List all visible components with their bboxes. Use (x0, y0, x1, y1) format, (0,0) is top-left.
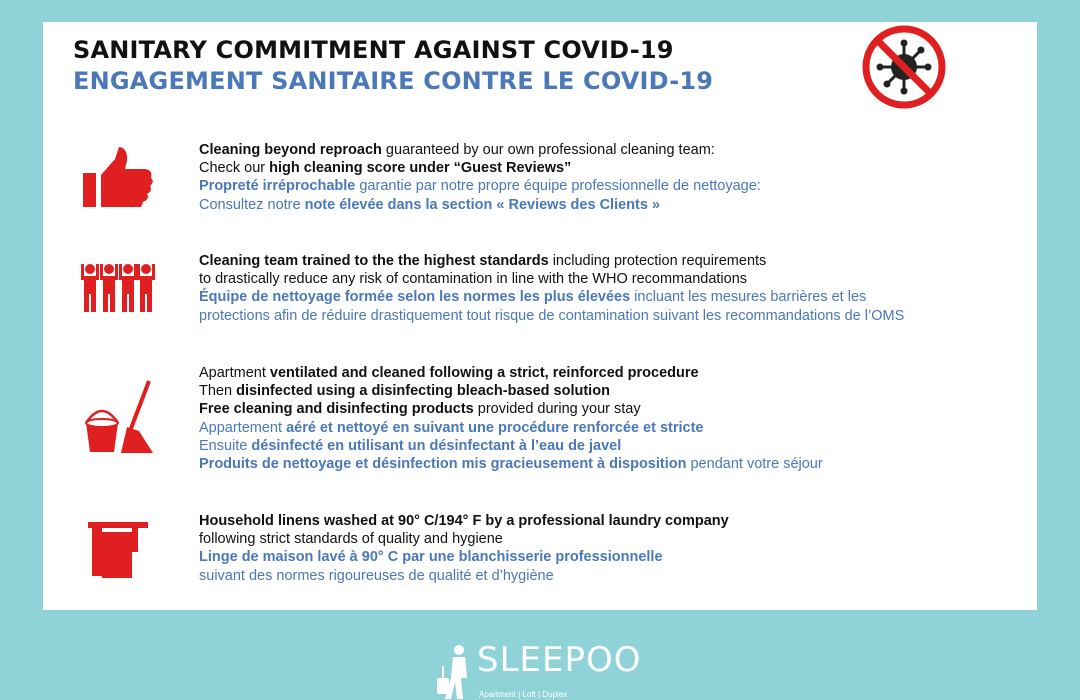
section-linens (199, 512, 999, 585)
title-french: ENGAGEMENT SANITAIRE CONTRE LE COVID-19 (73, 67, 714, 95)
text-line-en (199, 364, 999, 382)
text-line-en (199, 382, 999, 400)
plain-text: including protection requirements (548, 253, 767, 269)
text-line-fr (199, 419, 999, 437)
plain-text: garantie par notre propre équipe professionnelle de nettoyage: (355, 178, 761, 195)
text-line-fr (199, 307, 999, 325)
bold-text: Free cleaning and disinfecting products (199, 401, 474, 418)
section-team-training (199, 252, 999, 325)
text-line-en (199, 530, 999, 548)
bold-text: Cleaning beyond reproach (199, 142, 382, 158)
team-people-icon (81, 262, 155, 314)
bucket-broom-icon (83, 379, 157, 457)
commitment-card (43, 22, 1037, 610)
bold-text: désinfecté en utilisant un désinfectant à l’eau de javel (251, 437, 622, 454)
title-english: SANITARY COMMITMENT AGAINST COVID-19 (73, 36, 674, 64)
plain-text: Check our (199, 160, 270, 177)
towel-icon (88, 518, 150, 580)
text-line-fr (199, 567, 999, 585)
text-line-fr (199, 455, 999, 473)
plain-text: Appartement (199, 419, 287, 436)
bold-text: Produits de nettoyage et désinfection mis gracieusement à disposition (199, 456, 687, 473)
text-line-en (199, 159, 999, 177)
bold-text: high cleaning score under “Guest Reviews” (269, 160, 572, 177)
plain-text: pendant votre séjour (686, 456, 823, 473)
plain-text: following strict standards of quality and hygiene (199, 531, 503, 548)
text-line-en (199, 141, 999, 159)
section-disinfection (199, 364, 999, 473)
text-line-en (199, 270, 999, 288)
plain-text: incluant les mesures barrières et les (630, 289, 867, 306)
text-line-fr (199, 548, 999, 566)
bold-text: ventilated and cleaned following a strict, reinforced procedure (269, 365, 699, 381)
text-line-en (199, 400, 999, 418)
plain-text: protections afin de réduire drastiquement tout risque de contamination suivant les recommandations de l’OMS (199, 307, 905, 324)
plain-text: suivant des normes rigoureuses de qualité et d’hygiène (199, 567, 554, 584)
bold-text: Propreté irréprochable (199, 178, 356, 195)
logo-tagline: Apartment | Loft | Duplex (479, 690, 568, 699)
section-cleaning (199, 141, 999, 214)
text-line-en (199, 252, 999, 270)
text-line-en (199, 512, 999, 530)
text-line-fr (199, 437, 999, 455)
bold-text: Household linens washed at 90° C/194° F by a professional laundry company (199, 513, 729, 529)
bold-text: Linge de maison lavé à 90° C par une blanchisserie professionnelle (199, 549, 663, 566)
text-line-fr (199, 288, 999, 306)
thumbs-up-icon (81, 147, 155, 209)
bold-text: disinfected using a disinfecting bleach-based solution (236, 383, 610, 400)
plain-text: provided during your stay (473, 401, 641, 418)
plain-text: Ensuite (199, 437, 252, 454)
logo-wordmark: SLEEPOO (477, 640, 642, 680)
bold-text: Cleaning team trained to the the highest standards (199, 253, 549, 269)
plain-text: to drastically reduce any risk of contamination in line with the WHO recommandations (199, 271, 748, 288)
bold-text: note élevée dans la section « Reviews des Clients » (304, 196, 660, 213)
traveler-icon (435, 644, 475, 700)
sleepoo-logo (425, 640, 642, 700)
plain-text: Consultez notre (199, 196, 305, 213)
plain-text: Then (199, 383, 237, 400)
plain-text: guaranteed by our own professional cleaning team: (381, 142, 715, 158)
text-line-fr (199, 196, 999, 214)
bold-text: aéré et nettoyé en suivant une procédure renforcée et stricte (286, 419, 704, 436)
plain-text: Apartment (199, 365, 270, 381)
bold-text: Équipe de nettoyage formée selon les normes les plus élevées (199, 289, 631, 306)
text-line-fr (199, 177, 999, 195)
no-covid-icon (859, 22, 949, 112)
